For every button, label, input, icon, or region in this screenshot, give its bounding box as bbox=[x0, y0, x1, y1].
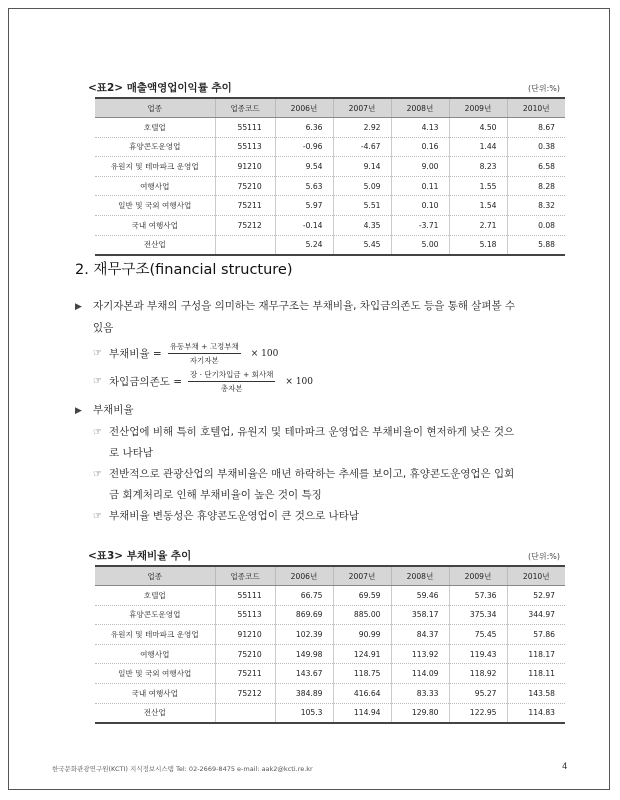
table-cell: 5.45 bbox=[333, 235, 391, 255]
table-cell: 118.17 bbox=[507, 644, 565, 664]
table-cell: 0.11 bbox=[391, 176, 449, 196]
column-header: 2010년 bbox=[507, 98, 565, 118]
table-cell: 국내 여행사업 bbox=[95, 215, 215, 235]
table-cell: 143.67 bbox=[275, 664, 333, 684]
table-cell: 55113 bbox=[215, 137, 275, 157]
table-cell: 55111 bbox=[215, 118, 275, 138]
table-cell: 91210 bbox=[215, 625, 275, 645]
table-cell: 여행사업 bbox=[95, 176, 215, 196]
table-cell: 75211 bbox=[215, 196, 275, 216]
column-header: 업종 bbox=[95, 566, 215, 586]
table-cell: 유원지 및 테마파크 운영업 bbox=[95, 157, 215, 177]
formula-debt-ratio bbox=[93, 341, 278, 366]
table-cell: 118.75 bbox=[333, 664, 391, 684]
formula2-denominator: 총자본 bbox=[220, 384, 243, 393]
table-row bbox=[95, 683, 565, 703]
list-item bbox=[93, 422, 573, 464]
list-item bbox=[93, 464, 573, 506]
table-cell: 57.86 bbox=[507, 625, 565, 645]
list-item-line2: 로 나타남 bbox=[109, 447, 153, 459]
table-cell: 4.50 bbox=[449, 118, 507, 138]
table-cell: 휴양콘도운영업 bbox=[95, 137, 215, 157]
table-cell: 113.92 bbox=[391, 644, 449, 664]
table-cell: 일반 및 국외 여행사업 bbox=[95, 664, 215, 684]
table2-caption: <표2> 매출액영업이익률 추이 bbox=[88, 82, 232, 94]
table-row bbox=[95, 235, 565, 255]
table-row bbox=[95, 703, 565, 723]
table-cell: 102.39 bbox=[275, 625, 333, 645]
table-cell: 75.45 bbox=[449, 625, 507, 645]
list-item-line1: 전반적으로 관광산업의 부채비율은 매년 하락하는 추세를 보이고, 휴양콘도운영업은 입회 bbox=[109, 468, 515, 480]
table-cell: 91210 bbox=[215, 157, 275, 177]
table-cell: 59.46 bbox=[391, 586, 449, 606]
footer-text: 한국문화관광연구원(KCTI) 지식정보시스템 Tel: 02-2669-8475 e-mail: aak2@kcti.re.kr bbox=[52, 765, 313, 773]
bullet1 bbox=[75, 296, 575, 339]
table-cell: 5.88 bbox=[507, 235, 565, 255]
table-row bbox=[95, 118, 565, 138]
table-cell: 9.14 bbox=[333, 157, 391, 177]
pointing-hand-icon: ☞ bbox=[93, 469, 102, 480]
table-cell: 8.32 bbox=[507, 196, 565, 216]
table2-caption-row bbox=[88, 80, 560, 95]
table-cell: 4.13 bbox=[391, 118, 449, 138]
formula1-times: × 100 bbox=[250, 348, 279, 359]
table-cell: 885.00 bbox=[333, 605, 391, 625]
formula-borrowing-dependency bbox=[93, 369, 313, 394]
formula2-times: × 100 bbox=[285, 376, 314, 387]
list-item bbox=[93, 506, 573, 527]
table3-caption-row bbox=[88, 548, 560, 563]
pointing-hand-icon: ☞ bbox=[93, 376, 102, 387]
formula2-fraction bbox=[188, 369, 275, 394]
page-number: 4 bbox=[562, 762, 568, 772]
table-cell: 84.37 bbox=[391, 625, 449, 645]
table-cell: 55111 bbox=[215, 586, 275, 606]
table-cell: 75212 bbox=[215, 683, 275, 703]
table-cell: 전산업 bbox=[95, 703, 215, 723]
table-cell: 1.44 bbox=[449, 137, 507, 157]
column-header: 2010년 bbox=[507, 566, 565, 586]
table-cell: 5.24 bbox=[275, 235, 333, 255]
table-cell: 52.97 bbox=[507, 586, 565, 606]
pointing-hand-icon: ☞ bbox=[93, 348, 102, 359]
table-cell: 105.3 bbox=[275, 703, 333, 723]
table2-unit: (단위:%) bbox=[528, 84, 560, 93]
table-cell: 4.35 bbox=[333, 215, 391, 235]
table-cell: 75212 bbox=[215, 215, 275, 235]
column-header: 2008년 bbox=[391, 98, 449, 118]
table-cell: 358.17 bbox=[391, 605, 449, 625]
formula1-denominator: 자기자본 bbox=[189, 356, 219, 365]
table-cell: 90.99 bbox=[333, 625, 391, 645]
pointing-hand-icon: ☞ bbox=[93, 511, 102, 522]
table3-caption: <표3> 부채비율 추이 bbox=[88, 550, 192, 562]
table-cell: 8.67 bbox=[507, 118, 565, 138]
pointing-hand-icon: ☞ bbox=[93, 427, 102, 438]
table-cell: 375.34 bbox=[449, 605, 507, 625]
table-cell: 66.75 bbox=[275, 586, 333, 606]
table-cell: 416.64 bbox=[333, 683, 391, 703]
formula1-label: 부채비율 = bbox=[109, 348, 162, 360]
column-header: 업종코드 bbox=[215, 98, 275, 118]
table-cell: 호텔업 bbox=[95, 586, 215, 606]
triangle-bullet-icon: ▶ bbox=[75, 302, 82, 312]
table-cell: 호텔업 bbox=[95, 118, 215, 138]
table-cell: 0.10 bbox=[391, 196, 449, 216]
table-cell: -4.67 bbox=[333, 137, 391, 157]
table-cell: 55113 bbox=[215, 605, 275, 625]
section-title: 2. 재무구조(financial structure) bbox=[75, 262, 293, 278]
table-row bbox=[95, 644, 565, 664]
table-row bbox=[95, 664, 565, 684]
bullet2-items bbox=[93, 422, 573, 527]
table-cell: 8.28 bbox=[507, 176, 565, 196]
formula1-fraction bbox=[168, 341, 241, 366]
table-cell: 122.95 bbox=[449, 703, 507, 723]
table-cell: 5.51 bbox=[333, 196, 391, 216]
table-cell: 69.59 bbox=[333, 586, 391, 606]
table-cell: 6.58 bbox=[507, 157, 565, 177]
table-cell: 9.00 bbox=[391, 157, 449, 177]
column-header: 2006년 bbox=[275, 98, 333, 118]
table2-header-row bbox=[95, 98, 565, 118]
bullet2 bbox=[75, 400, 575, 422]
list-item-line2: 금 회계처리로 인해 부채비율이 높은 것이 특징 bbox=[109, 489, 322, 501]
table-cell: 118.92 bbox=[449, 664, 507, 684]
table-cell: 전산업 bbox=[95, 235, 215, 255]
column-header: 업종 bbox=[95, 98, 215, 118]
table-row bbox=[95, 196, 565, 216]
table3 bbox=[95, 565, 565, 724]
table-cell: 여행사업 bbox=[95, 644, 215, 664]
table-cell: -0.14 bbox=[275, 215, 333, 235]
table-row bbox=[95, 176, 565, 196]
table-cell: 75210 bbox=[215, 644, 275, 664]
formula2-numerator: 장 · 단기차입금 + 회사채 bbox=[188, 369, 275, 382]
table-cell: 384.89 bbox=[275, 683, 333, 703]
bullet2-title: 부채비율 bbox=[93, 404, 134, 416]
formula2-label: 차입금의존도 = bbox=[109, 376, 182, 388]
table-cell: 1.55 bbox=[449, 176, 507, 196]
table-cell: 75210 bbox=[215, 176, 275, 196]
table-cell: 유원지 및 테마파크 운영업 bbox=[95, 625, 215, 645]
table3-header-row bbox=[95, 566, 565, 586]
table-row bbox=[95, 625, 565, 645]
table-cell: 114.09 bbox=[391, 664, 449, 684]
table-cell: 114.83 bbox=[507, 703, 565, 723]
table-cell: 118.11 bbox=[507, 664, 565, 684]
column-header: 업종코드 bbox=[215, 566, 275, 586]
column-header: 2008년 bbox=[391, 566, 449, 586]
table-cell: 83.33 bbox=[391, 683, 449, 703]
table-cell: 9.54 bbox=[275, 157, 333, 177]
table-cell: 5.00 bbox=[391, 235, 449, 255]
table-cell: 1.54 bbox=[449, 196, 507, 216]
table-cell: 5.97 bbox=[275, 196, 333, 216]
table-cell: 국내 여행사업 bbox=[95, 683, 215, 703]
list-item-line1: 부채비율 변동성은 휴양콘도운영업이 큰 것으로 나타남 bbox=[109, 510, 359, 522]
table-cell: 869.69 bbox=[275, 605, 333, 625]
table3-unit: (단위:%) bbox=[528, 552, 560, 561]
table-cell: 6.36 bbox=[275, 118, 333, 138]
table-cell: 129.80 bbox=[391, 703, 449, 723]
table-cell: 5.18 bbox=[449, 235, 507, 255]
column-header: 2006년 bbox=[275, 566, 333, 586]
table-cell: 75211 bbox=[215, 664, 275, 684]
column-header: 2007년 bbox=[333, 566, 391, 586]
table-row bbox=[95, 137, 565, 157]
triangle-bullet-icon: ▶ bbox=[75, 406, 82, 416]
table-cell: 119.43 bbox=[449, 644, 507, 664]
table-cell: 2.92 bbox=[333, 118, 391, 138]
formula1-numerator: 유동부채 + 고정부채 bbox=[168, 341, 241, 354]
table-cell: 143.58 bbox=[507, 683, 565, 703]
table-cell: 344.97 bbox=[507, 605, 565, 625]
table-cell: 휴양콘도운영업 bbox=[95, 605, 215, 625]
column-header: 2007년 bbox=[333, 98, 391, 118]
table-cell: -0.96 bbox=[275, 137, 333, 157]
table-cell: 0.08 bbox=[507, 215, 565, 235]
table2 bbox=[95, 97, 565, 256]
table-cell: 114.94 bbox=[333, 703, 391, 723]
table-cell: 일반 및 국외 여행사업 bbox=[95, 196, 215, 216]
table-cell: 0.38 bbox=[507, 137, 565, 157]
table-cell: 149.98 bbox=[275, 644, 333, 664]
table-cell: 8.23 bbox=[449, 157, 507, 177]
bullet1-line1: 자기자본과 부채의 구성을 의미하는 재무구조는 부채비율, 차입금의존도 등을 통해 살펴볼 수 bbox=[93, 300, 516, 312]
table-cell: 0.16 bbox=[391, 137, 449, 157]
table-cell: 57.36 bbox=[449, 586, 507, 606]
table-cell: 5.63 bbox=[275, 176, 333, 196]
table-cell: 124.91 bbox=[333, 644, 391, 664]
table-cell: 2.71 bbox=[449, 215, 507, 235]
table-cell: 95.27 bbox=[449, 683, 507, 703]
column-header: 2009년 bbox=[449, 566, 507, 586]
table-cell bbox=[215, 235, 275, 255]
bullet1-line2: 있음 bbox=[93, 322, 114, 334]
table-row bbox=[95, 215, 565, 235]
table-cell bbox=[215, 703, 275, 723]
list-item-line1: 전산업에 비해 특히 호텔업, 유원지 및 테마파크 운영업은 부채비율이 현저하게 낮은 것으 bbox=[109, 426, 515, 438]
table-row bbox=[95, 605, 565, 625]
column-header: 2009년 bbox=[449, 98, 507, 118]
table-row bbox=[95, 157, 565, 177]
table-row bbox=[95, 586, 565, 606]
table-cell: 5.09 bbox=[333, 176, 391, 196]
table-cell: -3.71 bbox=[391, 215, 449, 235]
